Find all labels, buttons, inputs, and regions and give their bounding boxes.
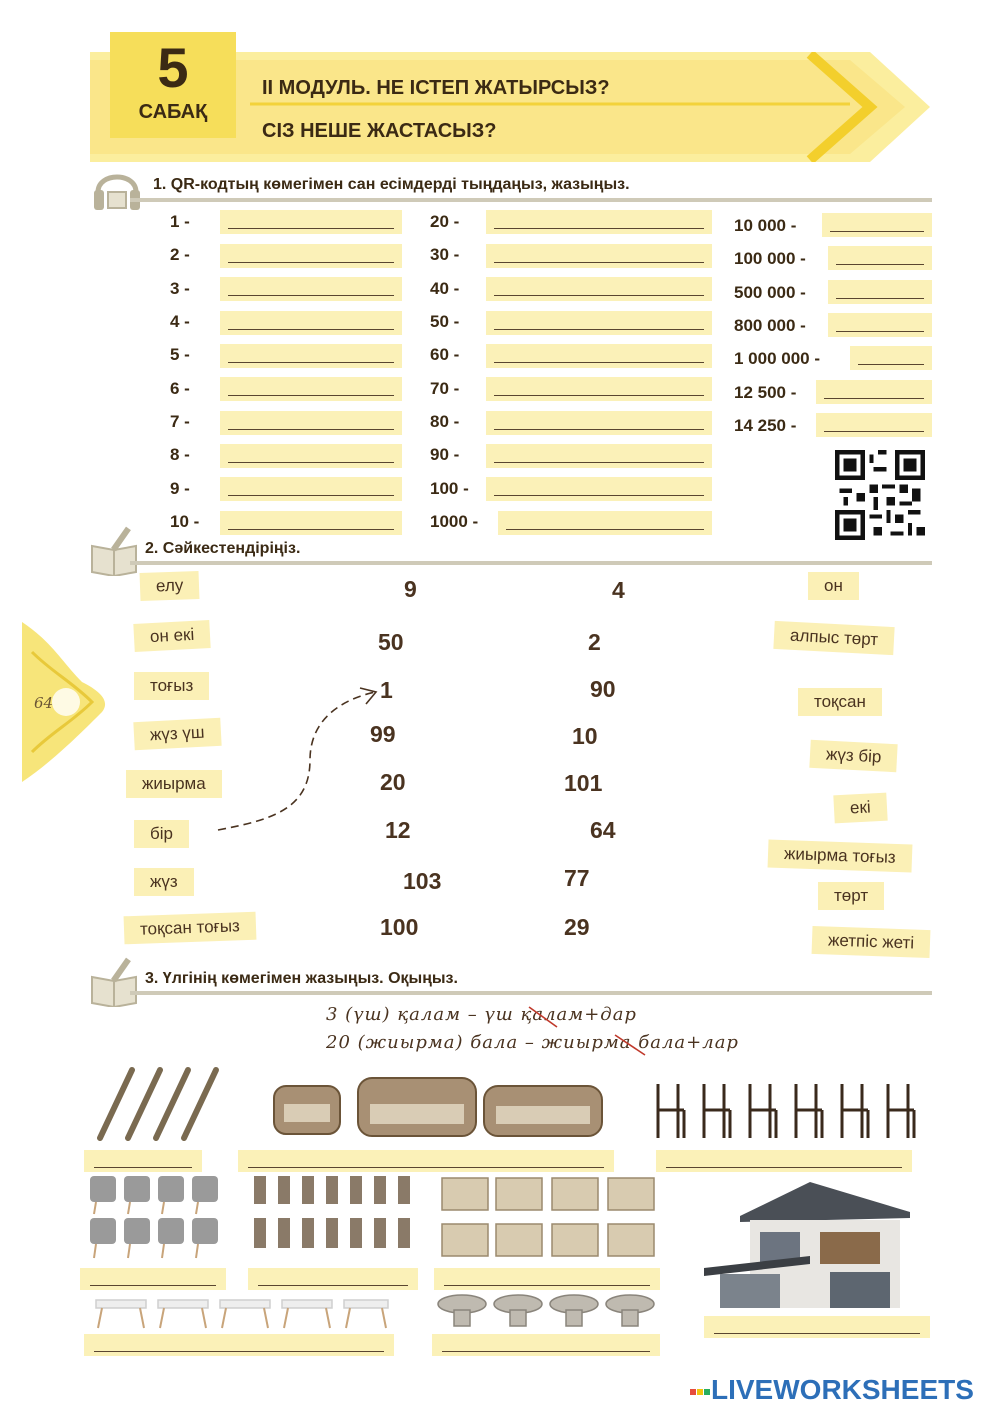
answer-line-dining-chairs[interactable] bbox=[248, 1268, 418, 1290]
match-number-101[interactable]: 101 bbox=[564, 770, 603, 796]
num-label-500000: 500 000 - bbox=[734, 283, 806, 302]
num-label-4: 4 - bbox=[170, 312, 190, 331]
match-number-4[interactable]: 4 bbox=[612, 577, 625, 603]
section2-title: 2. Сәйкестендіріңіз. bbox=[145, 540, 301, 557]
match-number-12[interactable]: 12 bbox=[385, 817, 411, 843]
stone-tables-icon bbox=[434, 1292, 660, 1332]
answer-field-100[interactable] bbox=[486, 477, 712, 501]
num-label-100: 100 - bbox=[430, 479, 469, 498]
word-card-zhuz-bir[interactable]: жүз бір bbox=[809, 740, 898, 773]
word-card-bir[interactable]: бір bbox=[134, 820, 189, 848]
answer-field-4[interactable] bbox=[220, 311, 402, 335]
answer-field-100000[interactable] bbox=[828, 246, 932, 270]
sofas-icon bbox=[270, 1064, 610, 1146]
answer-field-2[interactable] bbox=[220, 244, 402, 268]
match-number-50[interactable]: 50 bbox=[378, 629, 404, 655]
module-title: II МОДУЛЬ. НЕ ІСТЕП ЖАТЫРСЫЗ? bbox=[262, 77, 610, 99]
answer-field-9[interactable] bbox=[220, 477, 402, 501]
num-label-8: 8 - bbox=[170, 445, 190, 464]
num-label-80: 80 - bbox=[430, 412, 460, 431]
num-label-20: 20 - bbox=[430, 212, 460, 231]
answer-line-sofas[interactable] bbox=[238, 1150, 614, 1172]
num-label-10000: 10 000 - bbox=[734, 216, 797, 235]
section3-divider bbox=[130, 991, 932, 995]
answer-field-70[interactable] bbox=[486, 377, 712, 401]
match-number-10[interactable]: 10 bbox=[572, 723, 598, 749]
num-label-6: 6 - bbox=[170, 379, 190, 398]
answer-field-7[interactable] bbox=[220, 411, 402, 435]
match-number-64[interactable]: 64 bbox=[590, 817, 616, 843]
logo-square-green bbox=[704, 1389, 710, 1395]
answer-field-60[interactable] bbox=[486, 344, 712, 368]
answer-field-800000[interactable] bbox=[828, 313, 932, 337]
answer-field-12500[interactable] bbox=[816, 380, 932, 404]
lesson-badge bbox=[110, 32, 236, 138]
answer-field-8[interactable] bbox=[220, 444, 402, 468]
strike-marks-icon bbox=[525, 1003, 765, 1059]
num-label-9: 9 - bbox=[170, 479, 190, 498]
example-arrow-icon bbox=[210, 680, 390, 840]
logo-text: LIVEWORKSHEETS bbox=[711, 1374, 974, 1405]
section2-divider bbox=[130, 561, 932, 565]
answer-field-14250[interactable] bbox=[816, 413, 932, 437]
num-label-60: 60 - bbox=[430, 345, 460, 364]
headphones-icon bbox=[92, 162, 142, 214]
answer-field-1[interactable] bbox=[220, 210, 402, 234]
word-card-toksan[interactable]: тоқсан bbox=[798, 688, 882, 716]
num-label-100000: 100 000 - bbox=[734, 249, 806, 268]
answer-field-30[interactable] bbox=[486, 244, 712, 268]
num-label-2: 2 - bbox=[170, 245, 190, 264]
match-number-77[interactable]: 77 bbox=[564, 865, 590, 891]
match-number-2[interactable]: 2 bbox=[588, 629, 601, 655]
answer-field-90[interactable] bbox=[486, 444, 712, 468]
word-card-zhuz[interactable]: жүз bbox=[134, 868, 194, 896]
word-card-tort[interactable]: төрт bbox=[818, 882, 884, 910]
num-label-1: 1 - bbox=[170, 212, 190, 231]
house-icon bbox=[700, 1172, 926, 1314]
answer-field-10000[interactable] bbox=[822, 213, 932, 237]
word-card-on-eki[interactable]: он екі bbox=[133, 620, 211, 652]
page-number: 64 bbox=[34, 694, 54, 712]
dining-chairs-icon bbox=[250, 1172, 416, 1254]
answer-line-pens[interactable] bbox=[84, 1150, 202, 1172]
num-label-800000: 800 000 - bbox=[734, 316, 806, 335]
section3-title: 3. Үлгінің көмегімен жазыңыз. Оқыңыз. bbox=[145, 970, 458, 987]
answer-field-500000[interactable] bbox=[828, 280, 932, 304]
answer-field-1000[interactable] bbox=[498, 511, 712, 535]
num-label-30: 30 - bbox=[430, 245, 460, 264]
match-number-20[interactable]: 20 bbox=[380, 769, 406, 795]
word-card-zhetpis-zheti[interactable]: жетпіс жеті bbox=[812, 926, 931, 958]
num-label-90: 90 - bbox=[430, 445, 460, 464]
num-label-3: 3 - bbox=[170, 279, 190, 298]
example-line-1: 3 (үш) қалам – үш қалам+дар bbox=[326, 1004, 637, 1025]
match-number-100[interactable]: 100 bbox=[380, 914, 419, 940]
num-label-12500: 12 500 - bbox=[734, 383, 797, 402]
word-card-zhiyrma[interactable]: жиырма bbox=[126, 770, 222, 798]
lesson-number: 5 bbox=[157, 36, 189, 99]
tables-icon bbox=[92, 1296, 392, 1332]
answer-line-house[interactable] bbox=[704, 1316, 930, 1338]
answer-field-1000000[interactable] bbox=[850, 346, 932, 370]
word-card-toksan-togyz[interactable]: тоқсан тоғыз bbox=[124, 912, 257, 945]
word-card-eki[interactable]: екі bbox=[833, 793, 887, 824]
num-label-5: 5 - bbox=[170, 345, 190, 364]
num-label-1000000: 1 000 000 - bbox=[734, 349, 821, 368]
num-label-10: 10 - bbox=[170, 512, 200, 531]
chairs-icon bbox=[652, 1080, 930, 1142]
num-label-70: 70 - bbox=[430, 379, 460, 398]
section1-title: 1. QR-кодтың көмегімен сан есімдерді тыңдаңыз, жазыңыз. bbox=[153, 176, 630, 193]
num-label-50: 50 - bbox=[430, 312, 460, 331]
word-card-zhiyrma-togyz[interactable]: жиырма тоғыз bbox=[768, 840, 913, 873]
answer-line-tables[interactable] bbox=[84, 1334, 394, 1356]
num-label-40: 40 - bbox=[430, 279, 460, 298]
answer-field-5[interactable] bbox=[220, 344, 402, 368]
logo-square-yellow bbox=[697, 1389, 703, 1395]
qr-code-icon[interactable] bbox=[835, 450, 925, 540]
answer-field-80[interactable] bbox=[486, 411, 712, 435]
match-number-90[interactable]: 90 bbox=[590, 676, 616, 702]
match-number-1[interactable]: 1 bbox=[380, 677, 393, 703]
answer-field-40[interactable] bbox=[486, 277, 712, 301]
match-number-99[interactable]: 99 bbox=[370, 721, 396, 747]
match-number-103[interactable]: 103 bbox=[403, 868, 442, 894]
num-label-7: 7 - bbox=[170, 412, 190, 431]
word-card-elu[interactable]: елу bbox=[140, 571, 200, 601]
pens-icon bbox=[92, 1064, 222, 1144]
word-card-zhuz-ush[interactable]: жүз үш bbox=[133, 718, 221, 750]
answer-line-chandeliers[interactable] bbox=[434, 1268, 660, 1290]
answer-field-20[interactable] bbox=[486, 210, 712, 234]
answer-line-stone-tables[interactable] bbox=[432, 1334, 660, 1356]
answer-field-3[interactable] bbox=[220, 277, 402, 301]
num-label-1000: 1000 - bbox=[430, 512, 479, 531]
word-card-on[interactable]: он bbox=[808, 572, 859, 600]
answer-field-6[interactable] bbox=[220, 377, 402, 401]
answer-field-10[interactable] bbox=[220, 511, 402, 535]
word-card-togyz[interactable]: тоғыз bbox=[134, 672, 209, 700]
lesson-title: СІЗ НЕШЕ ЖАСТАСЫЗ? bbox=[262, 120, 497, 142]
book-pencil-icon bbox=[88, 524, 140, 576]
num-label-14250: 14 250 - bbox=[734, 416, 797, 435]
lesson-word: САБАҚ bbox=[138, 101, 208, 123]
answer-field-50[interactable] bbox=[486, 311, 712, 335]
armchairs-icon bbox=[86, 1172, 230, 1262]
liveworksheets-logo[interactable] bbox=[690, 1374, 974, 1406]
section1-divider bbox=[130, 198, 932, 202]
answer-line-chairs[interactable] bbox=[656, 1150, 912, 1172]
chandeliers-icon bbox=[438, 1172, 664, 1264]
word-card-alpys-tort[interactable]: алпыс төрт bbox=[773, 621, 894, 655]
answer-line-armchairs[interactable] bbox=[80, 1268, 226, 1290]
book-pencil-icon-2 bbox=[88, 955, 140, 1007]
example-line-2: 20 (жиырма) бала – жиырма бала+лар bbox=[326, 1032, 739, 1053]
match-number-29[interactable]: 29 bbox=[564, 914, 590, 940]
match-number-9[interactable]: 9 bbox=[404, 576, 417, 602]
logo-square-red bbox=[690, 1389, 696, 1395]
